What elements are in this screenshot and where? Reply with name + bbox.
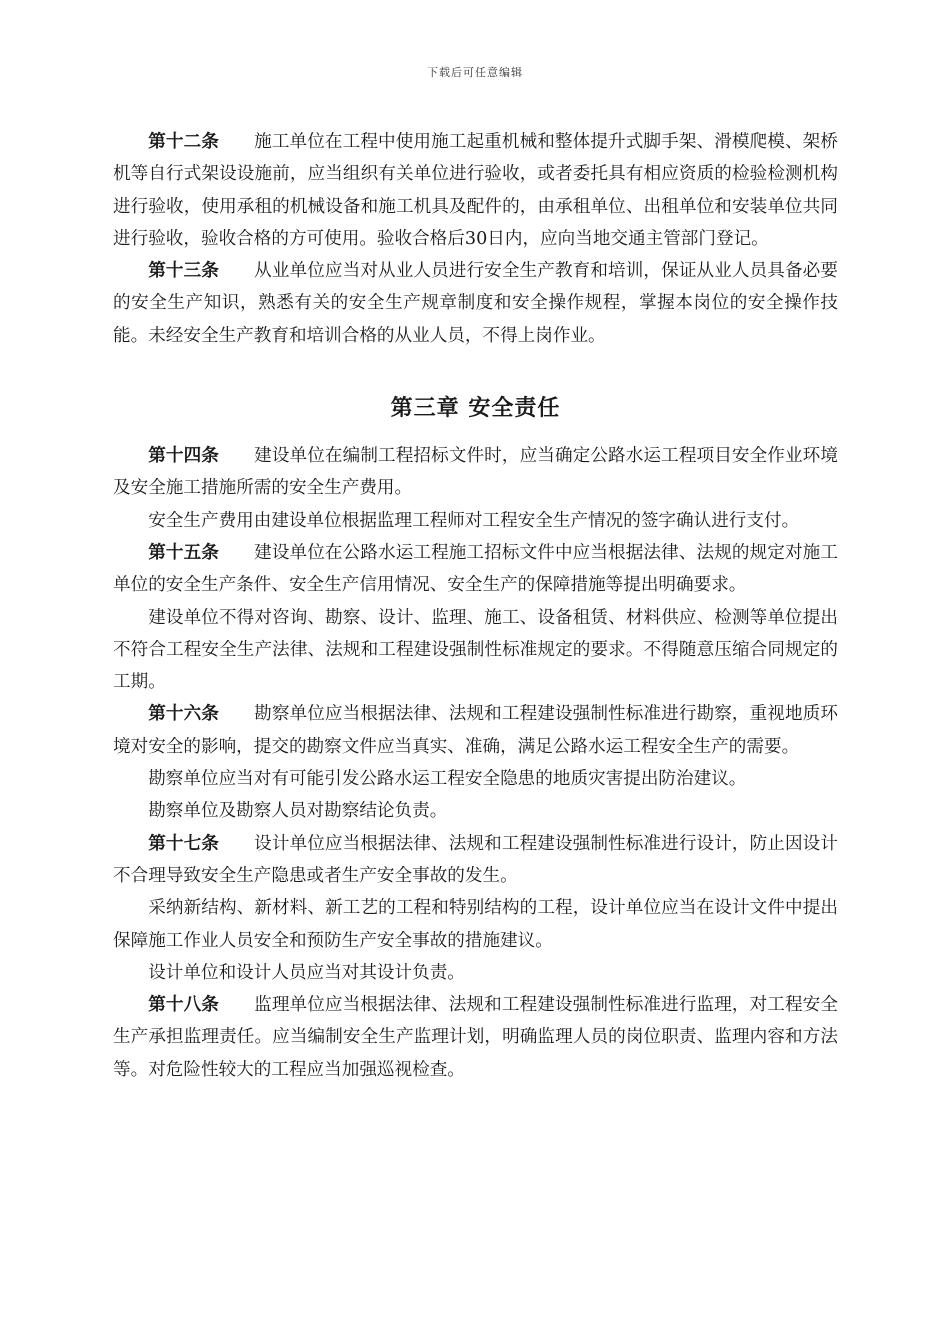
paragraph: 建设单位不得对咨询、勘察、设计、监理、施工、设备租赁、材料供应、检测等单位提出不符合工程安全生产法律、法规和工程建设强制性标准规定的要求。不得随意压缩合同规定的工期。: [113, 607, 838, 693]
article-16: [113, 698, 838, 763]
article-number: 第十四条: [148, 445, 219, 467]
paragraph: 安全生产费用由建设单位根据监理工程师对工程安全生产情况的签字确认进行支付。: [148, 510, 800, 531]
article-18: [113, 989, 838, 1086]
paragraph: 采纳新结构、新材料、新工艺的工程和特别结构的工程，设计单位应当在设计文件中提出保障施工作业人员安全和预防生产安全事故的措施建议。: [113, 898, 838, 951]
paragraph: 勘察单位应当对有可能引发公路水运工程安全隐患的地质灾害提出防治建议。: [148, 769, 747, 790]
paragraph: 设计单位和设计人员应当对其设计负责。: [148, 962, 465, 983]
article-number: 第十八条: [148, 994, 219, 1016]
article-13: [113, 255, 838, 352]
article-text: 建设单位在编制工程招标文件时，应当确定公路水运工程项目安全作业环境及安全施工措施所需的安全生产费用。: [113, 446, 838, 499]
article-number: 第十二条: [148, 131, 219, 152]
article-12: [113, 126, 838, 255]
article-number: 第十五条: [148, 541, 219, 563]
article-number: 第十六条: [148, 703, 219, 725]
article-text: 设计单位应当根据法律、法规和工程建设强制性标准进行设计，防止因设计不合理导致安全生产隐患或者生产安全事故的发生。: [113, 833, 838, 886]
article-number: 第十三条: [148, 260, 219, 282]
paragraph: 勘察单位及勘察人员对勘察结论负责。: [148, 801, 448, 822]
article-15: [113, 537, 838, 602]
document-body: [113, 126, 838, 1086]
article-text: 从业单位应当对从业人员进行安全生产教育和培训，保证从业人员具备必要的安全生产知识，熟悉有关的安全生产规章制度和安全操作规程，掌握本岗位的安全操作技能。未经安全生产教育和培训合格的从业人员，不得上岗作业。: [113, 261, 838, 346]
article-14: [113, 440, 838, 505]
chapter-heading: 第三章 安全责任: [390, 395, 561, 422]
article-17: [113, 828, 838, 893]
page-header: 下载后可任意编辑: [427, 66, 523, 79]
article-text: 监理单位应当根据法律、法规和工程建设强制性标准进行监理，对工程安全生产承担监理责任。应当编制安全生产监理计划，明确监理人员的岗位职责、监理内容和方法等。对危险性较大的工程应当加强巡视检查。: [113, 995, 838, 1080]
article-text: 建设单位在公路水运工程施工招标文件中应当根据法律、法规的规定对施工单位的安全生产条件、安全生产信用情况、安全生产的保障措施等提出明确要求。: [113, 542, 838, 596]
article-number: 第十七条: [148, 832, 219, 854]
article-text: 勘察单位应当根据法律、法规和工程建设强制性标准进行勘察，重视地质环境对安全的影响，提交的勘察文件应当真实、准确，满足公路水运工程安全生产的需要。: [113, 704, 838, 757]
article-text: 施工单位在工程中使用施工起重机械和整体提升式脚手架、滑模爬模、架桥机等自行式架设设施前，应当组织有关单位进行验收，或者委托具有相应资质的检验检测机构进行验收，使用承租的机械设备和施工机具及配件的，由承租单位、出租单位和安装单位共同进行验收，验收合格的方可使用。验收合格后30日内，应向当地交通主管部门登记。: [113, 132, 838, 249]
